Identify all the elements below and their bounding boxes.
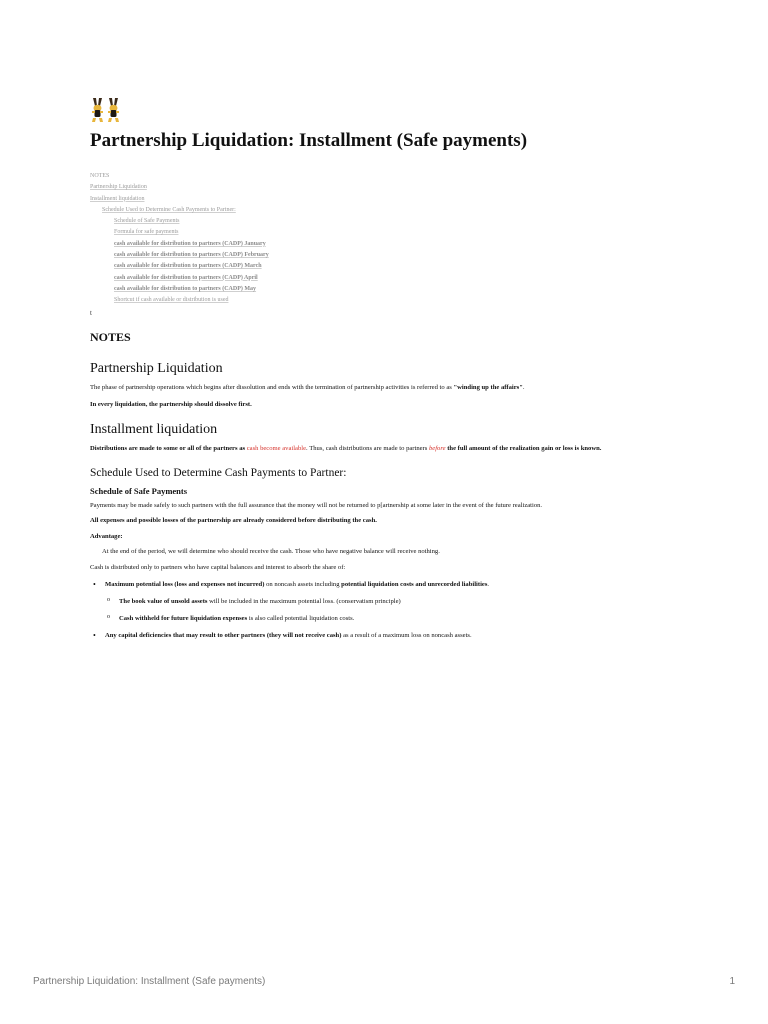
table-of-contents xyxy=(90,171,690,307)
safe-payments-heading: Schedule of Safe Payments xyxy=(90,485,188,496)
toc-link-installment-liquidation[interactable]: Installment liquidation xyxy=(90,195,145,202)
toc-link-cadp-february[interactable]: cash available for distribution to partners (CADP) February xyxy=(114,252,269,259)
toc-link-partnership-liquidation[interactable]: Partnership Liquidation xyxy=(90,184,147,191)
expenses-paragraph: All expenses and possible losses of the partnership are already considered before distributing the cash. xyxy=(90,517,377,524)
advantage-text: At the end of the period, we will determine who should receive the cash. Those who have negative balance will receive nothing. xyxy=(102,548,440,555)
winding-up-paragraph: The phase of partnership operations which begins after dissolution and ends with the termination of partnership activities is referred to as "winding up the affairs". xyxy=(90,384,525,391)
schedule-heading: Schedule Used to Determine Cash Payments to Partner: xyxy=(90,466,347,479)
list-item: o Cash withheld for future liquidation expenses is also called potential liquidation costs. xyxy=(90,613,690,624)
cash-distributed-paragraph: Cash is distributed only to partners who have capital balances and interest to absorb the share of: xyxy=(90,563,346,571)
page-title: Partnership Liquidation: Installment (Safe payments) xyxy=(90,130,528,151)
page-number: 1 xyxy=(729,976,735,987)
footer-title: Partnership Liquidation: Installment (Safe payments) xyxy=(33,976,266,987)
toc-link-cadp-march[interactable]: cash available for distribution to partners (CADP) March xyxy=(114,263,262,270)
advantage-label: Advantage: xyxy=(90,532,123,540)
toc-link-schedule-cash-payments[interactable]: Schedule Used to Determine Cash Payments to Partner: xyxy=(102,206,236,213)
notes-heading: NOTES xyxy=(90,330,131,344)
installment-liquidation-heading: Installment liquidation xyxy=(90,422,218,437)
absorb-share-list xyxy=(90,579,690,641)
toc-link-schedule-safe-payments[interactable]: Schedule of Safe Payments xyxy=(114,218,180,225)
list-item: o The book value of unsold assets will be included in the maximum potential loss. (conservatism principle) xyxy=(90,596,690,607)
dissolve-first-paragraph: In every liquidation, the partnership should dissolve first. xyxy=(90,400,252,408)
toc-link-shortcut[interactable]: Shortcut if cash available or distribution is used xyxy=(114,297,229,304)
main-content xyxy=(90,330,690,641)
toc-link-notes[interactable]: NOTES xyxy=(90,173,110,179)
list-item: • Maximum potential loss (loss and expenses not incurred) on noncash assets including potential liquidation costs and unrecorded liabilities. xyxy=(90,579,690,590)
two-bunny-dancers-emoji-icon xyxy=(90,97,122,123)
toc-link-cadp-april[interactable]: cash available for distribution to partners (CADP) April xyxy=(114,274,258,281)
toc-link-cadp-january[interactable]: cash available for distribution to partners (CADP) January xyxy=(114,240,266,247)
toc-link-cadp-may[interactable]: cash available for distribution to partners (CADP) May xyxy=(114,285,257,292)
distributions-paragraph: Distributions are made to some or all of the partners as cash become available. Thus, cash distributions are made to partners before the full amount of the realization gain or loss is known. xyxy=(90,445,602,452)
payments-paragraph: Payments may be made safely to such partners with the full assurance that the money will not be returned to p[artnership at some later in the event of the future realization. xyxy=(90,501,543,509)
page-footer xyxy=(33,976,735,987)
partnership-liquidation-heading: Partnership Liquidation xyxy=(90,361,223,376)
list-item: • Any capital deficiencies that may result to other partners (they will not receive cash) as a result of a maximum loss on noncash assets. xyxy=(90,630,690,641)
stray-text: t xyxy=(90,309,92,317)
toc-link-formula-safe-payments[interactable]: Formula for safe payments xyxy=(114,229,179,236)
